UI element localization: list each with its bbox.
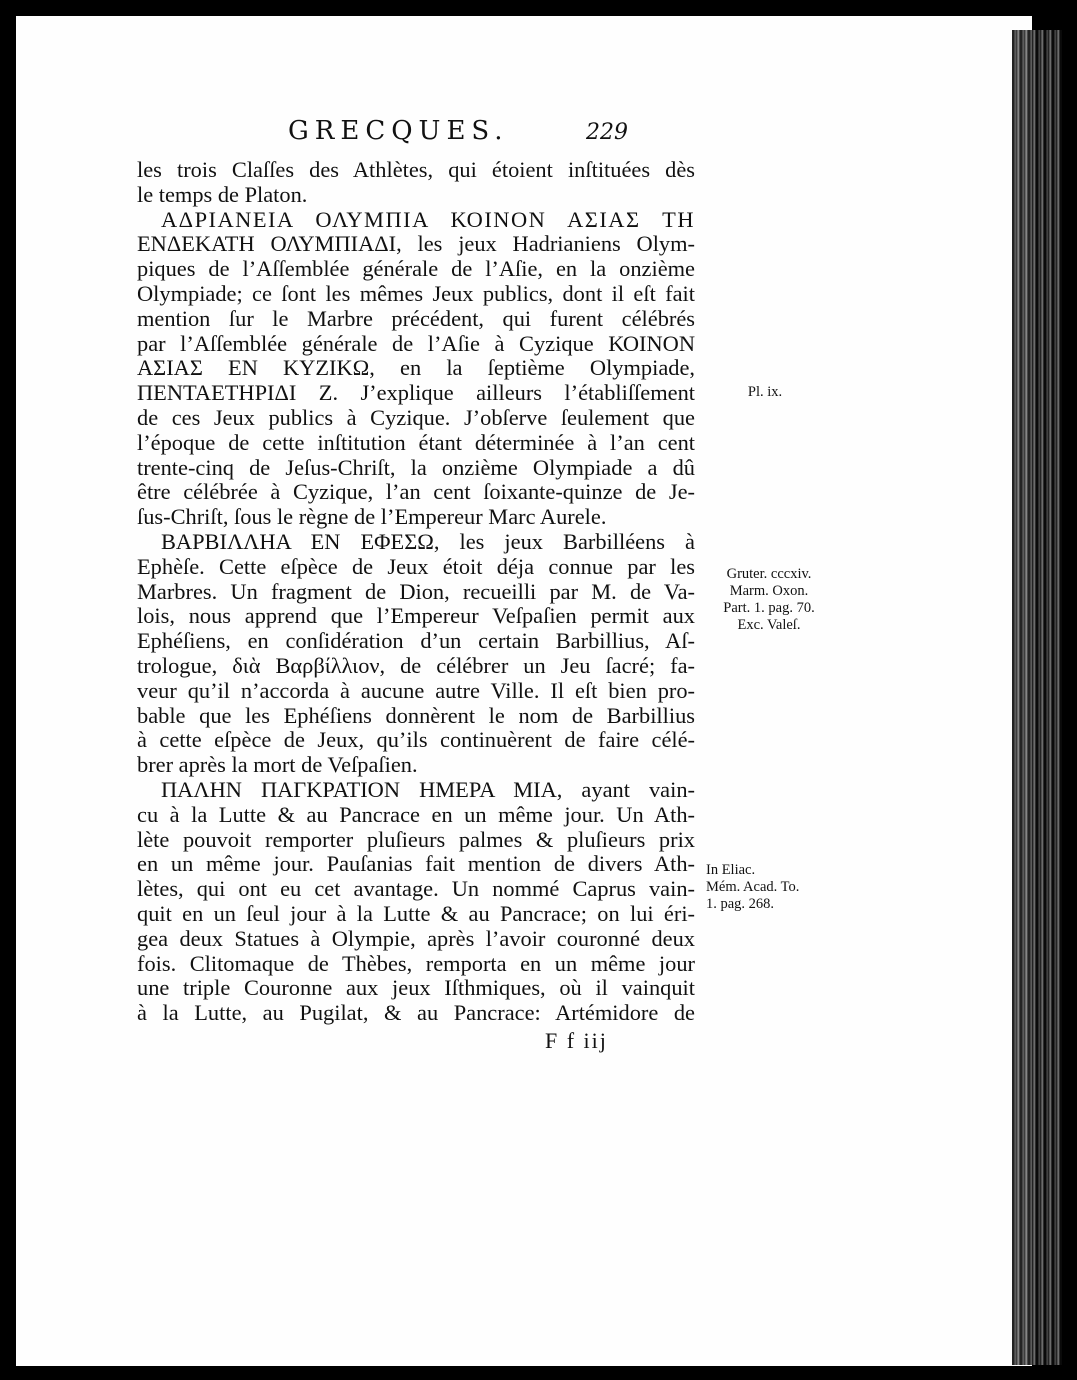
margin-note-line: Exc. Valeſ. (737, 617, 801, 633)
text-line: ΕΝΔΕΚΑΤΗ ΟΛΥΜΠΙΑΔΙ, les jeux Hadrianiens Olym- (137, 231, 695, 257)
text-line: trologue, διὰ Βαρβίλλιον, de célébrer un Jeu ſacré; fa- (137, 652, 695, 678)
book-binding-edge (1012, 30, 1062, 1365)
text-line: ΠΕΝΤΑΕΤΗΡΙΔΙ Ζ. J’explique ailleurs l’établiſſement (137, 380, 695, 406)
margin-note-line: Mém. Acad. To. (706, 879, 800, 895)
text-line: cu à la Lutte & au Pancrace en un même jour. Un Ath- (137, 801, 695, 827)
text-line: Marbres. Un fragment de Dion, recueilli par M. de Va- (137, 578, 695, 604)
margin-note-gruter (706, 566, 832, 634)
page-number: 229 (586, 120, 628, 145)
text-line: par l’Aſſemblée générale de l’Aſie à Cyzique ΚΟΙΝΟΝ (137, 330, 695, 356)
body-text (137, 158, 695, 1026)
text-line: trente-cinq de Jeſus-Chriſt, la onzième Olympiade a dû (137, 454, 695, 480)
margin-note-line: Gruter. cccxiv. (726, 566, 812, 582)
text-line: Olympiade; ce ſont les mêmes Jeux publics, dont il eſt fait (137, 280, 695, 306)
text-line: mention ſur le Marbre précédent, qui furent célébrés (137, 305, 695, 331)
text-line: lois, nous apprend que l’Empereur Veſpaſien permit aux (137, 603, 695, 629)
text-line: Ephèſe. Cette eſpèce de Jeux étoit déja connue par les (137, 553, 695, 579)
text-line: lètes, qui ont eu cet avantage. Un nommé Caprus vain- (137, 876, 695, 902)
text-line: l’époque de cette inſtitution étant déterminée à l’an cent (137, 429, 695, 455)
signature-mark: F f iij (545, 1028, 608, 1053)
text-line: lète pouvoit remporter pluſieurs palmes & pluſieurs prix (137, 826, 695, 852)
margin-note-line: Part. 1. pag. 70. (723, 600, 815, 616)
text-line: le temps de Platon. (137, 181, 308, 207)
text-line: quit en un ſeul jour à la Lutte & au Pancrace; on lui éri- (137, 900, 695, 926)
text-line: en un même jour. Pauſanias fait mention de divers Ath- (137, 851, 695, 877)
text-line: de ces Jeux publics à Cyzique. J’obſerve ſeulement que (137, 404, 695, 430)
margin-note-eliac (706, 862, 832, 913)
text-line: ΑΔΡΙΑΝΕΙΑ ΟΛΥΜΠΙΑ ΚΟΙΝΟΝ ΑΣΙΑΣ ΤΗ (161, 206, 695, 232)
margin-note-line: Pl. ix. (747, 384, 783, 400)
text-line: ΑΣΙΑΣ ΕΝ ΚΥΖΙΚΩ, en la ſeptième Olympiade, (137, 355, 695, 381)
margin-note-line: 1. pag. 268. (706, 896, 775, 912)
text-line: ΠΑΛΗΝ ΠΑΓΚΡΑΤΙΟΝ ΗΜΕΡΑ ΜΙΑ, ayant vain- (161, 776, 695, 802)
text-line: gea deux Statues à Olympie, après l’avoir couronné deux (137, 925, 695, 951)
text-line: à cette eſpèce de Jeux, qu’ils continuèrent de faire célé- (137, 727, 695, 753)
page-header (288, 116, 628, 156)
running-title: GRECQUES. (288, 116, 509, 146)
text-line: ΒΑΡΒΙΛΛΗΑ ΕΝ ΕΦΕΣΩ, les jeux Barbilléens à (161, 528, 695, 554)
text-line: brer après la mort de Veſpaſien. (137, 752, 418, 778)
margin-note-plate (730, 384, 800, 401)
text-line: veur qu’il n’accorda à aucune autre Ville. Il eſt bien pro- (137, 677, 695, 703)
margin-note-line: In Eliac. (706, 862, 756, 878)
text-line: ſus-Chriſt, ſous le règne de l’Empereur Marc Aurele. (137, 504, 607, 530)
text-line: piques de l’Aſſemblée générale de l’Aſie, en la onzième (137, 256, 695, 282)
text-line: Ephéſiens, en conſidération d’un certain Barbillius, Aſ- (137, 628, 695, 654)
text-line: les trois Claſſes des Athlètes, qui étoient inſtituées dès (137, 157, 695, 182)
text-line: fois. Clitomaque de Thèbes, remporta en un même jour (137, 950, 695, 976)
text-line: bable que les Ephéſiens donnèrent le nom de Barbillius (137, 702, 695, 728)
text-line: à la Lutte, au Pugilat, & au Pancrace: Artémidore de (137, 1000, 695, 1026)
text-line: être célébrée à Cyzique, l’an cent ſoixante-quinze de Je- (137, 479, 695, 505)
text-line: une triple Couronne aux jeux Iſthmiques, où il vainquit (137, 975, 695, 1001)
margin-note-line: Marm. Oxon. (729, 583, 809, 599)
